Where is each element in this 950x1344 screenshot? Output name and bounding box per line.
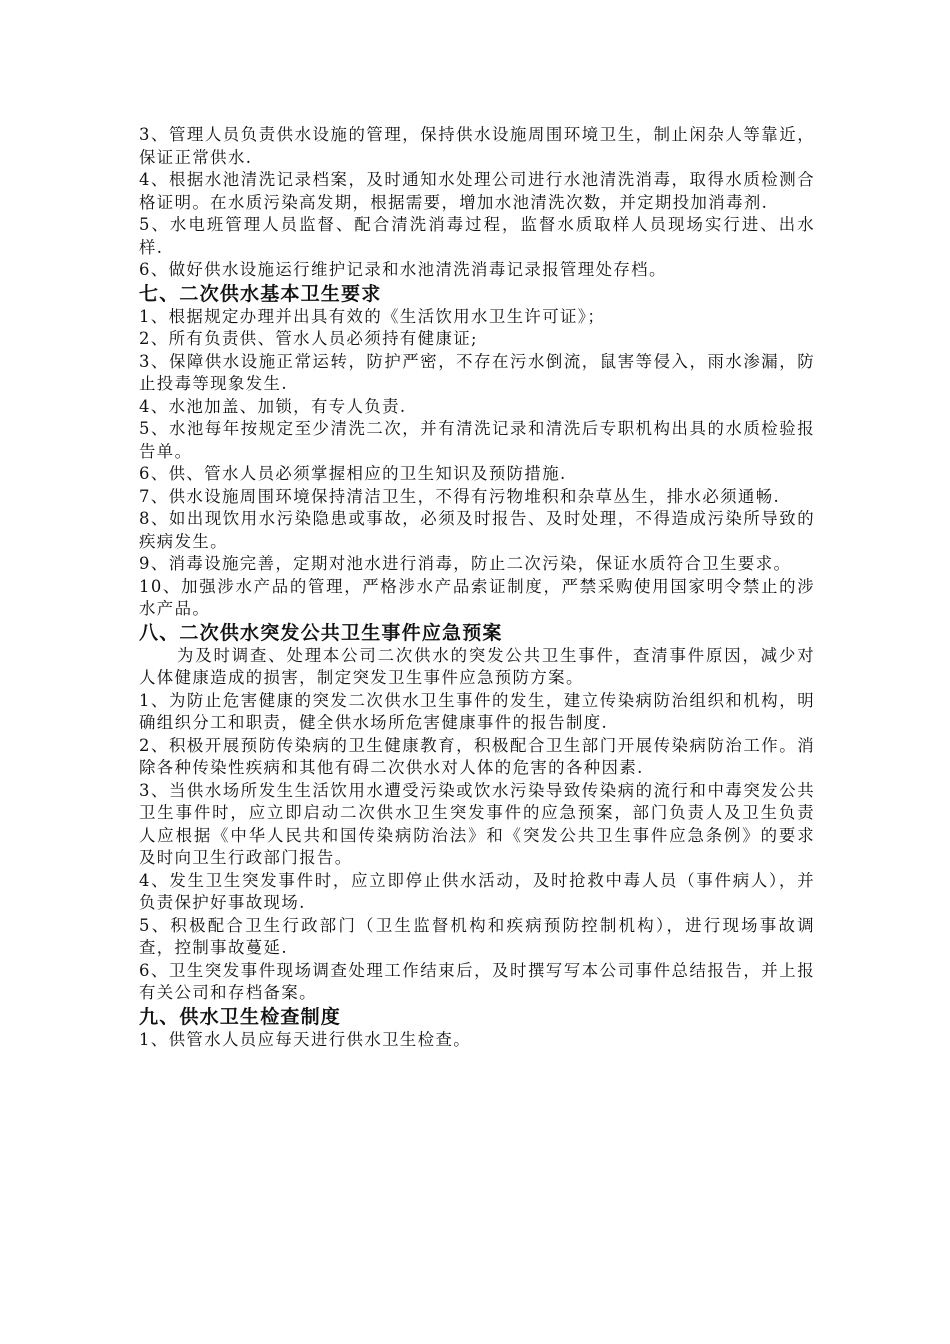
paragraph-req-9: 9、消毒设施完善，定期对池水进行消毒，防止二次污染，保证水质符合卫生要求。	[139, 554, 792, 573]
paragraph-plan-3: 3、当供水场所发生生活饮用水遭受污染或饮水污染导致传染病的流行和中毒突发公共卫生事件时，应立即启动二次供水卫生突发事件的应急预案，部门负责人及卫生负责人应根据《中华人民共和国传染病防治法》和《突发公共卫生事件应急条例》的要求及时向卫生行政部门报告。	[139, 780, 815, 867]
paragraph-plan-6: 6、卫生突发事件现场调查处理工作结束后，及时撰写写本公司事件总结报告，并上报有关公司和存档备案。	[139, 960, 815, 1002]
paragraph-req-6: 6、供、管水人员必须掌握相应的卫生知识及预防措施.	[139, 464, 567, 483]
paragraph-req-10: 10、加强涉水产品的管理，严格涉水产品索证制度，严禁采购使用国家明令禁止的涉水产品。	[139, 576, 815, 618]
paragraph-req-3: 3、保障供水设施正常运转，防护严密，不存在污水倒流，鼠害等侵入，雨水渗漏，防止投毒等现象发生.	[139, 351, 815, 393]
paragraph-item-5-supervision: 5、水电班管理人员监督、配合清洗消毒过程，监督水质取样人员现场实行进、出水样.	[139, 215, 815, 257]
paragraph-item-6-records: 6、做好供水设施运行维护记录和水池清洗消毒记录报管理处存档。	[139, 260, 667, 279]
paragraph-req-8: 8、如出现饮用水污染隐患或事故，必须及时报告、及时处理，不得造成污染所导致的疾病发生。	[139, 509, 815, 551]
paragraph-req-4: 4、水池加盖、加锁，有专人负责.	[139, 396, 407, 416]
paragraph-req-1: 1、根据规定办理并出具有效的《生活饮用水卫生许可证》；	[139, 306, 606, 326]
paragraph-req-2: 2、所有负责供、管水人员必须持有健康证;	[139, 329, 478, 348]
paragraph-inspection-1: 1、供管水人员应每天进行供水卫生检查。	[139, 1029, 472, 1049]
paragraph-item-3-facility-management: 3、管理人员负责供水设施的管理，保持供水设施周围环境卫生，制止闲杂人等靠近，保证正常供水.	[139, 125, 815, 167]
section-heading-7: 七、二次供水基本卫生要求	[139, 282, 382, 305]
paragraph-item-4-tank-cleaning: 4、根据水池清洗记录档案，及时通知水处理公司进行水池清洗消毒，取得水质检测合格证明。在水质污染高发期，根据需要，增加水池清洗次数，并定期投加消毒剂.	[139, 170, 815, 212]
section-heading-8: 八、二次供水突发公共卫生事件应急预案	[139, 621, 503, 644]
paragraph-req-7: 7、供水设施周围环境保持清洁卫生，不得有污物堆积和杂草丛生，排水必须通畅.	[139, 486, 781, 506]
paragraph-plan-intro: 为及时调查、处理本公司二次供水的突发公共卫生事件，查清事件原因，减少对人体健康造成的损害，制定突发卫生事件应急预防方案。	[139, 645, 815, 687]
paragraph-plan-5: 5、积极配合卫生行政部门（卫生监督机构和疾病预防控制机构），进行现场事故调查，控制事故蔓延.	[139, 915, 815, 957]
section-heading-9: 九、供水卫生检查制度	[139, 1005, 342, 1028]
paragraph-plan-4: 4、发生卫生突发事件时，应立即停止供水活动，及时抢救中毒人员（事件病人），并负责保护好事故现场.	[139, 870, 815, 912]
paragraph-plan-1: 1、为防止危害健康的突发二次供水卫生事件的发生，建立传染病防治组织和机构，明确组织分工和职责，健全供水场所危害健康事件的报告制度.	[139, 690, 815, 732]
paragraph-plan-2: 2、积极开展预防传染病的卫生健康教育，积极配合卫生部门开展传染病防治工作。消除各种传染性疾病和其他有碍二次供水对人体的危害的各种因素.	[139, 735, 815, 777]
document-page	[139, 124, 815, 1051]
paragraph-req-5: 5、水池每年按规定至少清洗二次，并有清洗记录和清洗后专职机构出具的水质检验报告单。	[139, 419, 815, 461]
